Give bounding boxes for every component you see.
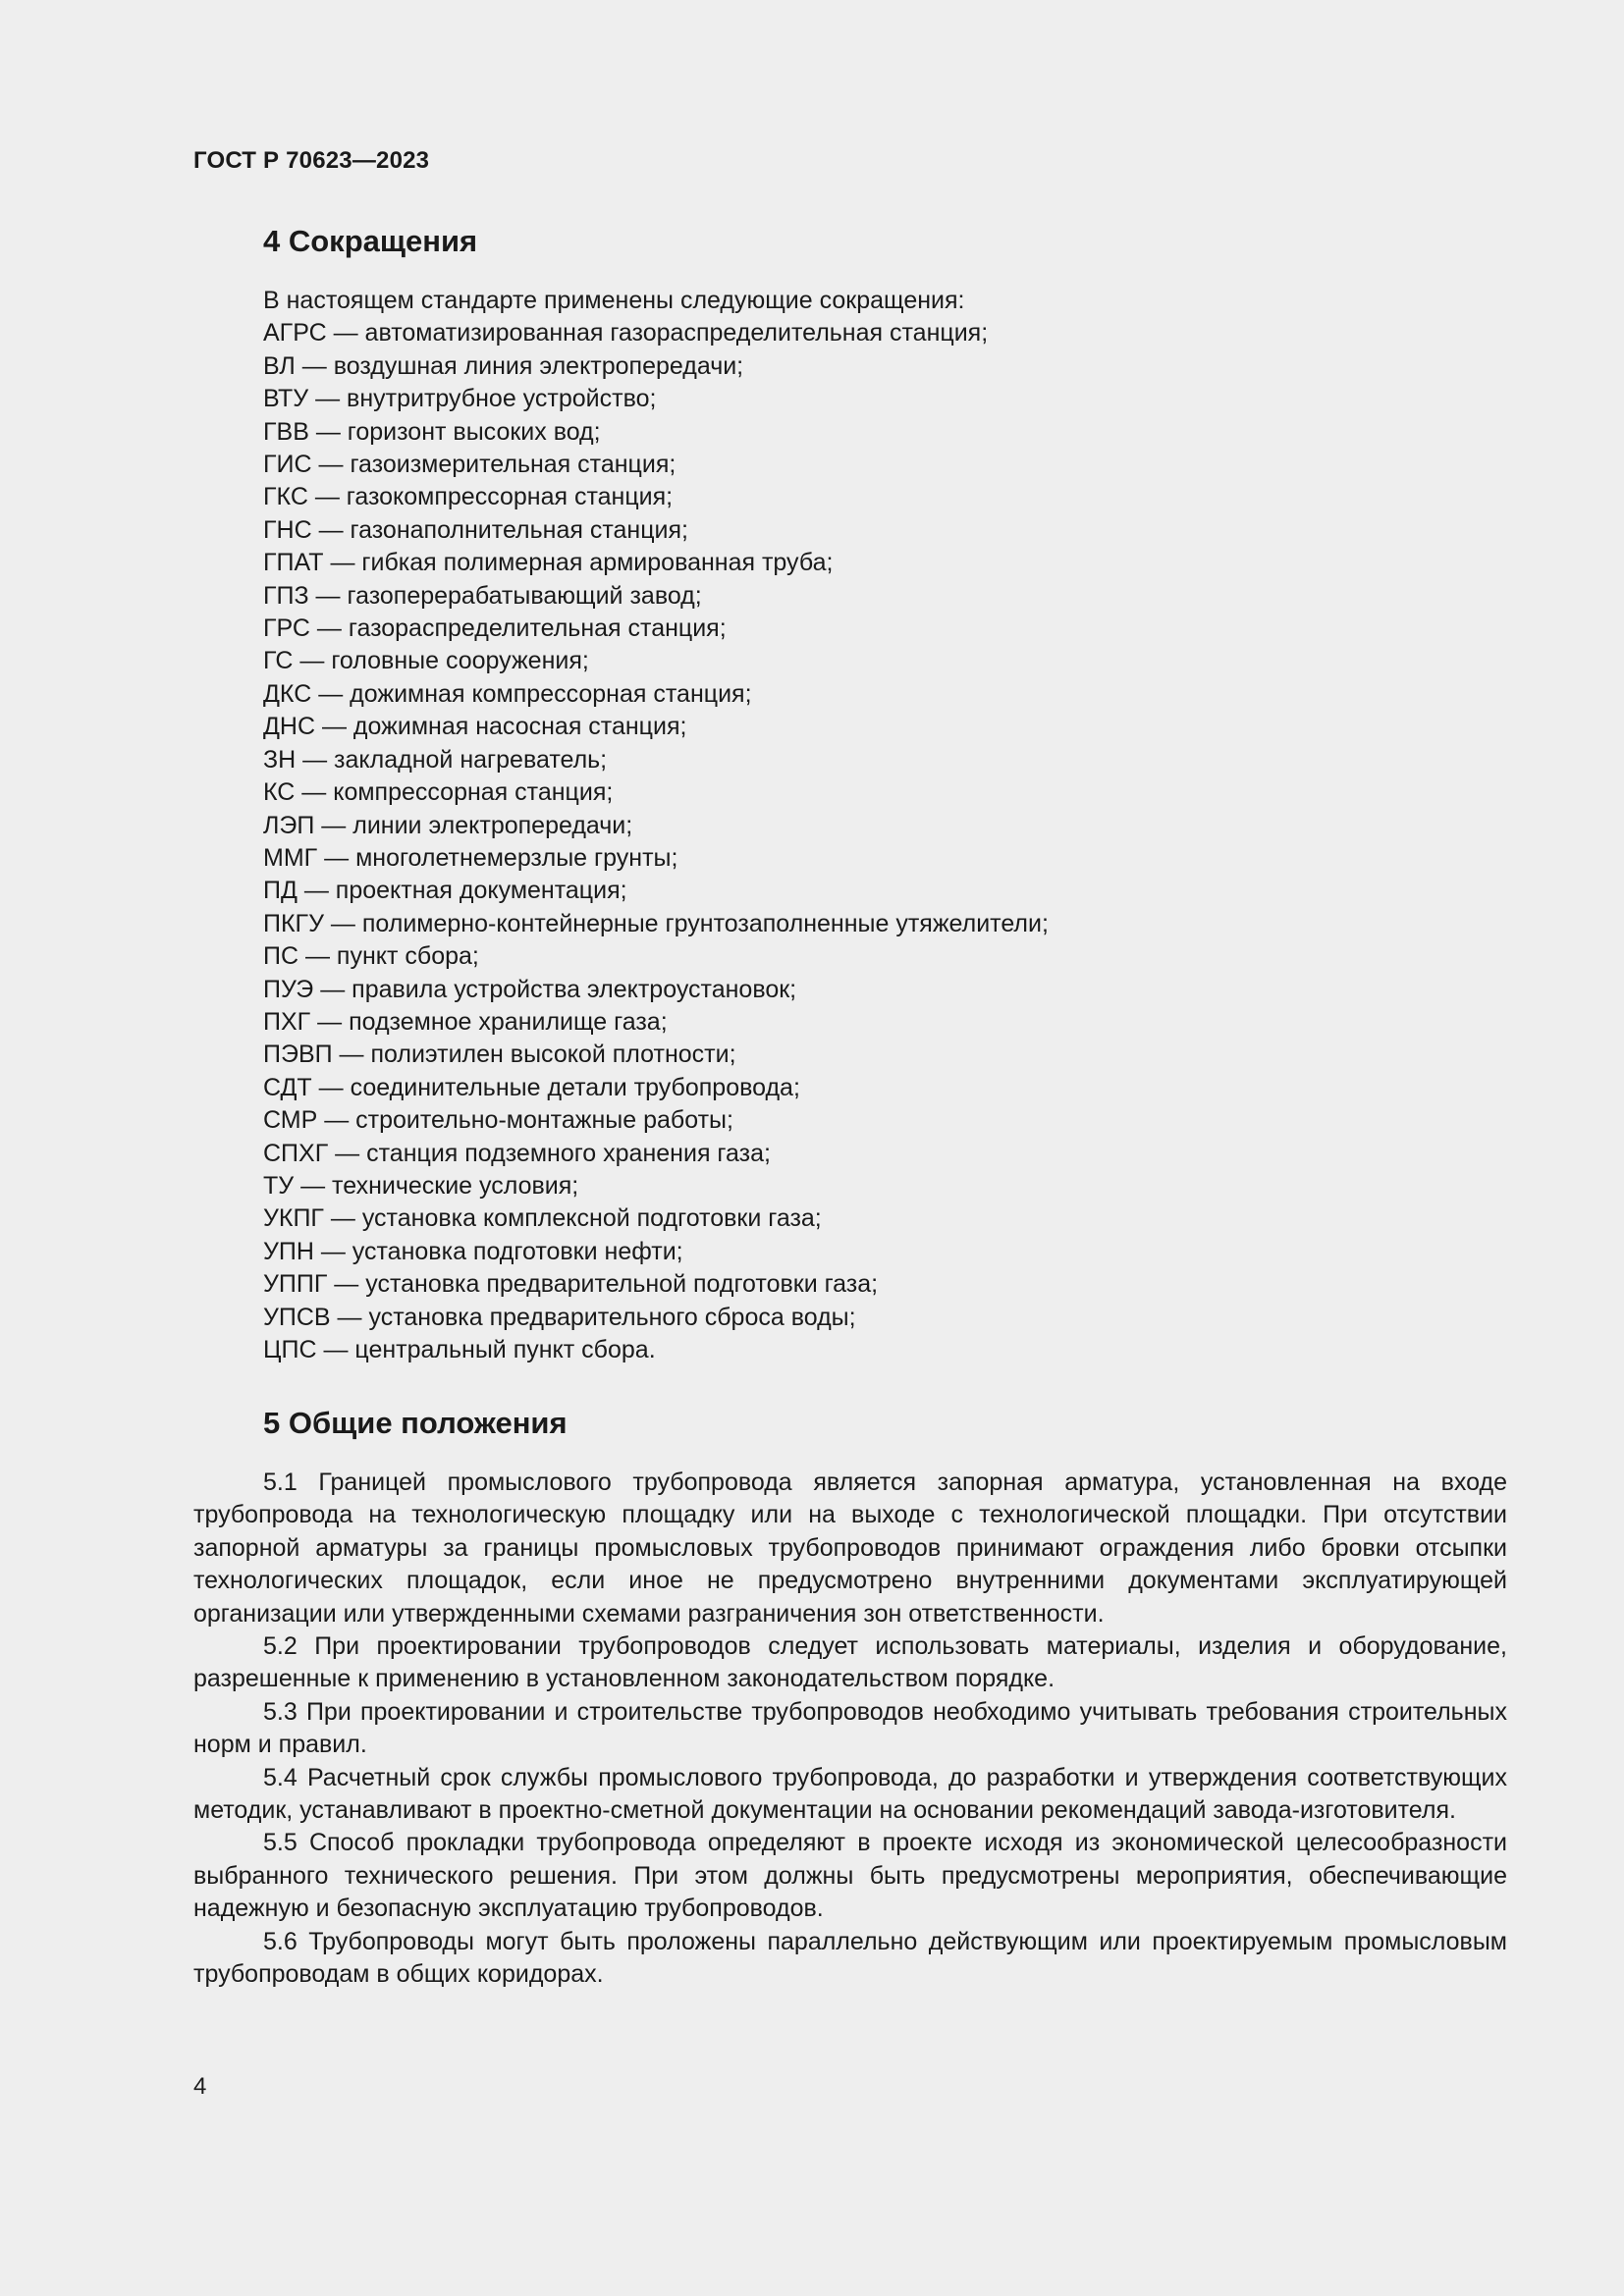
paragraph-5-6: 5.6 Трубопроводы могут быть проложены параллельно действующим или проектируемым промысловым трубопроводам в общих коридорах. <box>193 1927 1507 1989</box>
abbreviation-item: ПХГ — подземное хранилище газа; <box>263 1007 668 1036</box>
abbreviation-item: УПН — установка подготовки нефти; <box>263 1237 683 1265</box>
abbreviation-item: СМР — строительно-монтажные работы; <box>263 1106 733 1135</box>
page-number: 4 <box>193 2073 207 2100</box>
abbreviation-item: ГПАТ — гибкая полимерная армированная труба; <box>263 549 834 577</box>
abbreviation-item: ГС — головные сооружения; <box>263 647 589 675</box>
paragraph-5-2: 5.2 При проектировании трубопроводов следует использовать материалы, изделия и оборудование, разрешенные к применению в установленном законодательством порядке. <box>193 1632 1507 1693</box>
abbreviation-item: УПСВ — установка предварительного сброса воды; <box>263 1303 856 1331</box>
paragraph-5-4: 5.4 Расчетный срок службы промыслового трубопровода, до разработки и утверждения соответствующих методик, устанавливают в проектно-сметной документации на основании рекомендаций завода-изготовителя. <box>193 1763 1507 1825</box>
abbreviation-item: ГВВ — горизонт высоких вод; <box>263 417 601 446</box>
abbreviation-item: ПС — пункт сбора; <box>263 942 479 971</box>
section-5-title: 5 Общие положения <box>263 1406 568 1440</box>
paragraph-5-1: 5.1 Границей промыслового трубопровода является запорная арматура, установленная на входе трубопровода на технологическую площадку или на выходе с технологической площадки. При отсутствии запорной арматуры за границы промысловых трубопроводов принимают ограждения либо бровки отсыпки технологических площадок, если иное не предусмотрено внутренними документами эксплуатирующей организации или утвержденными схемами разграничения зон ответственности. <box>193 1468 1507 1628</box>
abbreviation-item: ЗН — закладной нагреватель; <box>263 745 608 774</box>
abbreviation-item: ПКГУ — полимерно-контейнерные грунтозаполненные утяжелители; <box>263 909 1049 937</box>
abbreviation-item: ЛЭП — линии электропередачи; <box>263 811 633 839</box>
abbreviation-item: ДКС — дожимная компрессорная станция; <box>263 679 752 708</box>
abbreviation-item: ЦПС — центральный пункт сбора. <box>263 1336 656 1363</box>
abbreviation-item: ГНС — газонаполнительная станция; <box>263 515 688 544</box>
abbreviation-item: ММГ — многолетнемерзлые грунты; <box>263 843 678 872</box>
document-code: ГОСТ Р 70623—2023 <box>193 147 430 174</box>
paragraph-5-5: 5.5 Способ прокладки трубопровода определяют в проекте исходя из экономической целесообразности выбранного технического решения. При этом должны быть предусмотрены мероприятия, обеспечивающие надежную и безопасную эксплуатацию трубопроводов. <box>193 1829 1507 1923</box>
abbreviation-item: ВЛ — воздушная линия электропередачи; <box>263 351 744 380</box>
abbreviations-intro: В настоящем стандарте применены следующие сокращения: <box>263 287 965 314</box>
abbreviation-item: УППГ — установка предварительной подготовки газа; <box>263 1270 879 1299</box>
abbreviation-item: ТУ — технические условия; <box>263 1171 579 1200</box>
abbreviation-item: КС — компрессорная станция; <box>263 778 614 807</box>
abbreviations-list <box>263 285 1520 1366</box>
abbreviation-item: ГКС — газокомпрессорная станция; <box>263 483 674 511</box>
abbreviation-item: ВТУ — внутритрубное устройство; <box>263 385 657 413</box>
abbreviation-item: ГРС — газораспределительная станция; <box>263 614 727 643</box>
abbreviation-item: АГРС — автоматизированная газораспределительная станция; <box>263 319 989 347</box>
abbreviation-item: ГИС — газоизмерительная станция; <box>263 451 677 479</box>
abbreviation-item: ДНС — дожимная насосная станция; <box>263 713 687 741</box>
abbreviation-item: СДТ — соединительные детали трубопровода; <box>263 1073 800 1101</box>
abbreviation-item: ГПЗ — газоперерабатывающий завод; <box>263 581 702 610</box>
abbreviation-item: ПУЭ — правила устройства электроустановок; <box>263 975 797 1003</box>
paragraph-5-3: 5.3 При проектировании и строительстве трубопроводов необходимо учитывать требования строительных норм и правил. <box>193 1697 1507 1759</box>
abbreviation-item: ПД — проектная документация; <box>263 877 627 905</box>
section-4-title: 4 Сокращения <box>263 224 478 258</box>
abbreviation-item: УКПГ — установка комплексной подготовки газа; <box>263 1204 822 1233</box>
general-provisions-body <box>193 1467 1507 1992</box>
abbreviation-item: СПХГ — станция подземного хранения газа; <box>263 1139 771 1167</box>
abbreviation-item: ПЭВП — полиэтилен высокой плотности; <box>263 1041 736 1069</box>
